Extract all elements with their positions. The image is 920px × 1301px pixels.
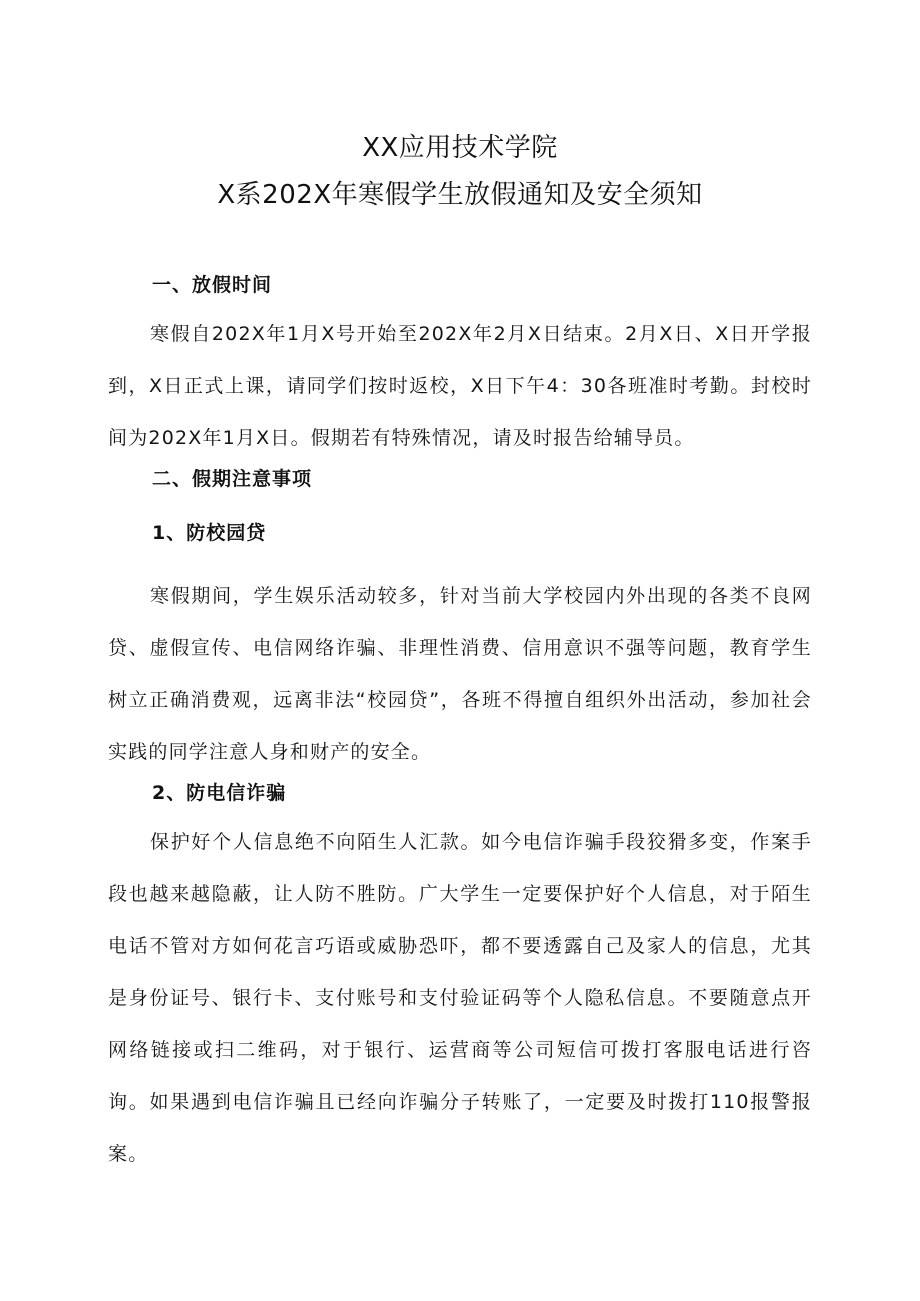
paragraph-holiday-time: 寒假自202X年1月X号开始至202X年2月X日结束。2月X日、X日开学报到，X日正式上课，请同学们按时返校，X日下午4：30各班准时考勤。封校时间为202X年1月X日。假期若有特殊情况，请及时报告给辅导员。 [108,323,812,449]
subsection-heading-campus-loan: 1、防校园贷 [152,522,267,544]
document-title-school: XX应用技术学院 [362,133,558,163]
section-heading-holiday-time: 一、放假时间 [152,274,273,296]
paragraph-telecom-fraud: 保护好个人信息绝不向陌生人汇款。如今电信诈骗手段狡猾多变，作案手段也越来越隐蔽，让人防不胜防。广大学生一定要保护好个人信息，对于陌生电话不管对方如何花言巧语或威胁恐吓，都不要透露自己及家人的信息，尤其是身份证号、银行卡、支付账号和支付验证码等个人隐私信息。不要随意点开网络链接或扫二维码，对于银行、运营商等公司短信可拨打客服电话进行咨询。如果遇到电信诈骗且已经向诈骗分子转账了，一定要及时拨打110报警报案。 [108,831,812,1165]
document-title-notice: X系202X年寒假学生放假通知及安全须知 [217,180,703,210]
paragraph-campus-loan: 寒假期间，学生娱乐活动较多，针对当前大学校园内外出现的各类不良网贷、虚假宣传、电信网络诈骗、非理性消费、信用意识不强等问题，教育学生树立正确消费观，远离非法“校园贷”，各班不得擅自组织外出活动，参加社会实践的同学注意人身和财产的安全。 [108,585,812,763]
subsection-heading-telecom-fraud: 2、防电信诈骗 [152,782,287,804]
section-heading-precautions: 二、假期注意事项 [152,468,313,490]
